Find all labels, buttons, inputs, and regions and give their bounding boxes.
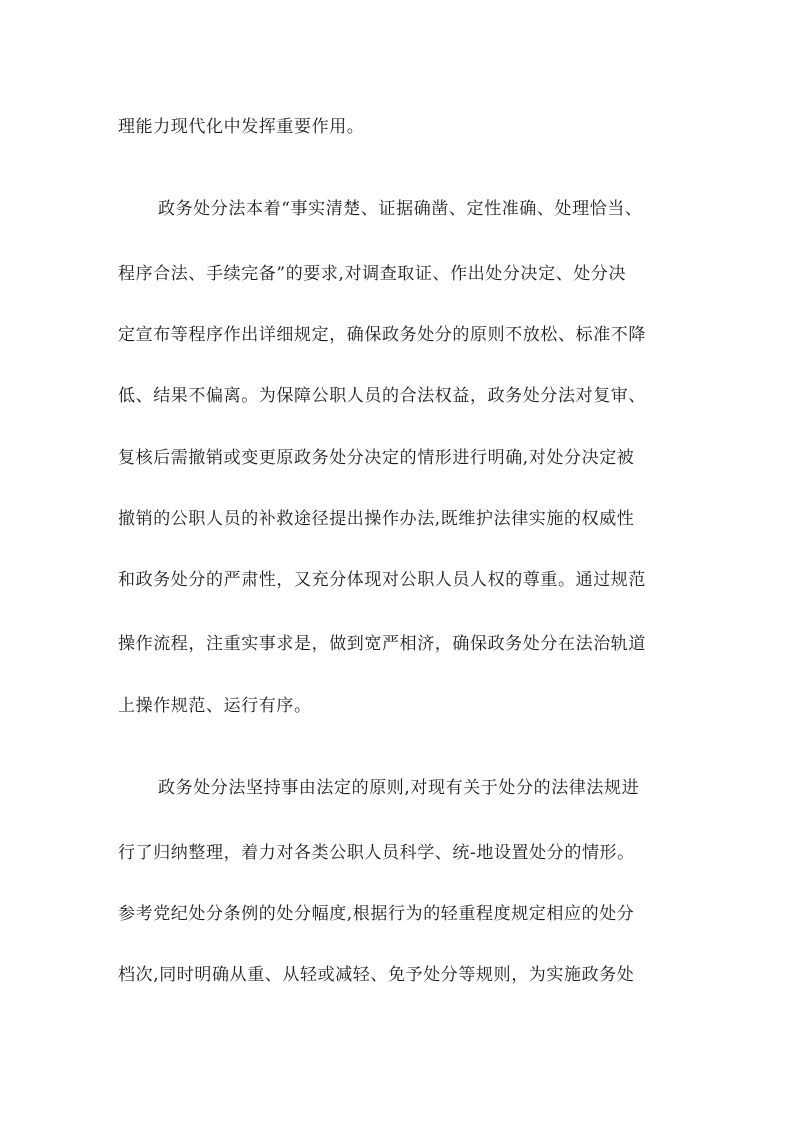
text-line: 程序合法、手续完备”的要求,对调查取证、作出处分决定、处分决 [118,264,627,284]
text-line: 定宣布等程序作出详细规定，确保政务处分的原则不放松、标准不降 [118,325,646,345]
text-line: 撤销的公职人员的补救途径提出操作办法,既维护法律实施的权威性 [118,509,635,529]
text-line: 复核后需撤销或变更原政务处分决定的情形进行明确,对处分决定被 [118,448,635,468]
text-line: 行了归纳整理，着力对各类公职人员科学、统-地设置处分的情形。 [118,843,635,863]
text-line: 理能力现代化中发挥重要作用。 [118,117,365,137]
text-line: 操作流程，注重实事求是，做到宽严相济，确保政务处分在法治轨道 [118,634,646,654]
text-line: 和政务处分的严肃性，又充分体现对公职人员人权的尊重。通过规范 [118,570,646,590]
text-line: 上操作规范、运行有序。 [118,696,312,716]
text-line: 档次,同时明确从重、从轻或减轻、免予处分等规则，为实施政务处 [118,965,635,985]
text-line: 参考党纪处分条例的处分幅度,根据行为的轻重程度规定相应的处分 [118,904,635,924]
text-line: 低、结果不偏离。为保障公职人员的合法权益，政务处分法对复审、 [118,386,646,406]
paragraph-start-line: 政务处分法本着“事实清楚、证据确凿、定性准确、处理恰当、 [158,199,643,219]
paragraph-start-line: 政务处分法坚持事由法定的原则,对现有关于处分的法律法规进 [158,778,640,798]
